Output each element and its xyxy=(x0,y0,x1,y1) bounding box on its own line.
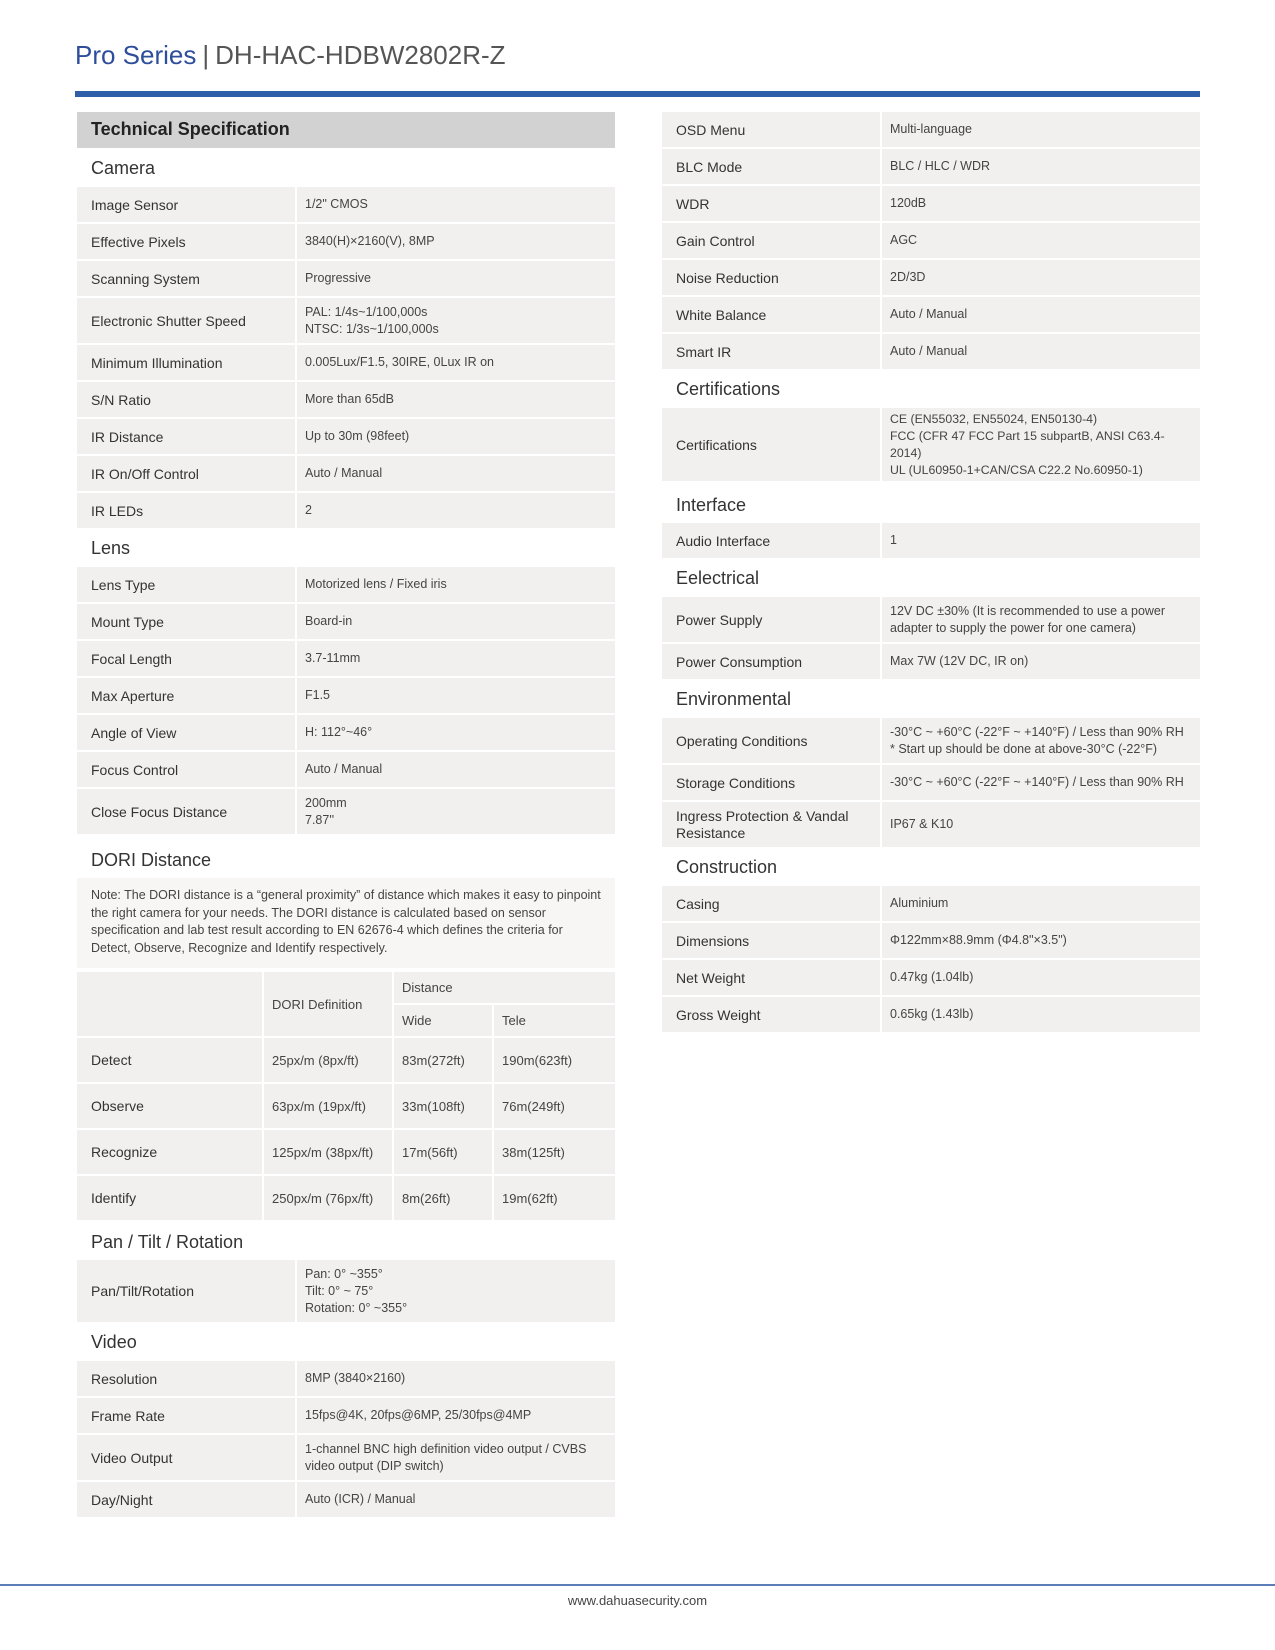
spec-key: Electronic Shutter Speed xyxy=(77,298,295,343)
spec-value xyxy=(297,187,615,222)
spec-key: Power Supply xyxy=(662,597,880,642)
spec-value-line: 120dB xyxy=(890,196,927,210)
spec-row xyxy=(77,345,615,380)
spec-value-line: UL (UL60950-1+CAN/CSA C22.2 No.60950-1) xyxy=(890,462,1143,477)
dori-row-tele: 38m(125ft) xyxy=(494,1130,615,1174)
spec-value-line: 0.47kg (1.04lb) xyxy=(890,970,974,984)
spec-key: Max Aperture xyxy=(77,678,295,713)
spec-value xyxy=(882,960,1200,995)
spec-key: Operating Conditions xyxy=(662,718,880,763)
spec-key: Gain Control xyxy=(662,223,880,258)
spec-row xyxy=(662,408,1200,481)
spec-key: Storage Conditions xyxy=(662,765,880,800)
section-title-interface: Interface xyxy=(676,495,747,515)
spec-row xyxy=(662,597,1200,642)
spec-row xyxy=(662,112,1200,147)
spec-title: Technical Specification xyxy=(77,112,615,148)
spec-row xyxy=(77,1361,615,1396)
spec-row xyxy=(77,493,615,528)
spec-value-line: F1.5 xyxy=(305,688,331,702)
spec-row xyxy=(77,567,615,602)
dori-row-wide: 8m(26ft) xyxy=(394,1176,492,1220)
spec-value xyxy=(882,149,1200,184)
spec-key: Image Sensor xyxy=(77,187,295,222)
dori-row-name: Observe xyxy=(77,1084,262,1128)
spec-key: Scanning System xyxy=(77,261,295,296)
spec-value-line: 1-channel BNC high definition video output / CVBS xyxy=(305,1441,587,1456)
spec-value xyxy=(882,923,1200,958)
spec-row xyxy=(662,334,1200,369)
spec-value-line: More than 65dB xyxy=(305,392,394,406)
spec-row xyxy=(77,1435,615,1480)
spec-key: Resolution xyxy=(77,1361,295,1396)
dori-row xyxy=(77,1176,615,1220)
spec-row xyxy=(77,187,615,222)
footer-rule xyxy=(0,1584,1275,1586)
dori-note: Note: The DORI distance is a “general proximity” of distance which makes it easy to pinpoint the right camera for your needs. The DORI distance is calculated based on sensor specification and lab test result according to EN 62676-4 which defines the criteria for Detect, Observe, Recognize and Identify respectively. xyxy=(77,878,615,968)
spec-key: Day/Night xyxy=(77,1482,295,1517)
spec-row xyxy=(77,224,615,259)
section-title-certifications: Certifications xyxy=(676,379,781,399)
pantilt-table xyxy=(77,1260,615,1322)
spec-value-line: Auto / Manual xyxy=(890,307,968,321)
spec-value-line: 200mm xyxy=(305,795,347,810)
dori-definition-header: DORI Definition xyxy=(264,972,392,1036)
spec-value xyxy=(297,789,615,834)
dori-tele-header: Tele xyxy=(494,1005,615,1036)
spec-key: Focus Control xyxy=(77,752,295,787)
spec-value xyxy=(297,298,615,343)
dori-row-wide: 33m(108ft) xyxy=(394,1084,492,1128)
spec-value-line: 3.7-11mm xyxy=(305,651,361,665)
electrical-table xyxy=(662,597,1200,679)
spec-value-line: NTSC: 1/3s~1/100,000s xyxy=(305,321,439,336)
environmental-table xyxy=(662,718,1200,847)
spec-row xyxy=(662,997,1200,1032)
spec-value-line: H: 112°~46° xyxy=(305,725,373,739)
dori-header-row xyxy=(77,972,615,1003)
spec-value-line: IP67 & K10 xyxy=(890,817,954,831)
spec-value-line: Auto / Manual xyxy=(890,344,968,358)
spec-key: IR On/Off Control xyxy=(77,456,295,491)
spec-value xyxy=(882,260,1200,295)
spec-value-line: 12V DC ±30% (It is recommended to use a power xyxy=(890,603,1166,618)
dori-row-tele: 19m(62ft) xyxy=(494,1176,615,1220)
video-table xyxy=(77,1361,615,1517)
spec-key: Net Weight xyxy=(662,960,880,995)
spec-key: OSD Menu xyxy=(662,112,880,147)
spec-value-line: 15fps@4K, 20fps@6MP, 25/30fps@4MP xyxy=(305,1408,532,1422)
spec-value xyxy=(297,641,615,676)
spec-row xyxy=(77,641,615,676)
spec-value xyxy=(297,345,615,380)
spec-value-line: Progressive xyxy=(305,271,371,285)
spec-value-line: 0.65kg (1.43lb) xyxy=(890,1007,974,1021)
dori-table xyxy=(75,970,617,1222)
spec-value xyxy=(297,715,615,750)
spec-value-line: 8MP (3840×2160) xyxy=(305,1371,406,1385)
spec-value xyxy=(882,223,1200,258)
spec-key: WDR xyxy=(662,186,880,221)
spec-value-line: PAL: 1/4s~1/100,000s xyxy=(305,304,428,319)
spec-value xyxy=(882,112,1200,147)
spec-value xyxy=(882,765,1200,800)
spec-row xyxy=(662,923,1200,958)
spec-value xyxy=(882,186,1200,221)
footer-url[interactable]: www.dahuasecurity.com xyxy=(567,1593,708,1608)
section-title-construction: Construction xyxy=(676,857,778,877)
spec-row xyxy=(77,789,615,834)
spec-key: Close Focus Distance xyxy=(77,789,295,834)
spec-value-line: * Start up should be done at above-30°C (-22°F) xyxy=(890,741,1158,756)
spec-key: S/N Ratio xyxy=(77,382,295,417)
header-rule xyxy=(75,91,1200,97)
spec-row xyxy=(662,886,1200,921)
video-continued-table xyxy=(662,112,1200,369)
lens-table xyxy=(77,567,615,834)
spec-value-line: 0.005Lux/F1.5, 30IRE, 0Lux IR on xyxy=(305,355,495,369)
spec-key: Audio Interface xyxy=(662,523,880,558)
spec-row xyxy=(662,297,1200,332)
dori-row-def: 250px/m (76px/ft) xyxy=(264,1176,392,1220)
spec-value xyxy=(297,678,615,713)
dori-wide-header: Wide xyxy=(394,1005,492,1036)
spec-row xyxy=(662,523,1200,558)
spec-value xyxy=(882,997,1200,1032)
spec-value xyxy=(882,597,1200,642)
spec-value xyxy=(882,802,1200,847)
spec-row xyxy=(77,419,615,454)
dori-row-def: 25px/m (8px/ft) xyxy=(264,1038,392,1082)
spec-value-line: CE (EN55032, EN55024, EN50130-4) xyxy=(890,411,1098,426)
page-header xyxy=(75,40,506,76)
spec-value-line: adapter to supply the power for one camera) xyxy=(890,620,1136,635)
spec-row xyxy=(77,261,615,296)
spec-value-line: Auto / Manual xyxy=(305,762,383,776)
spec-key: Gross Weight xyxy=(662,997,880,1032)
spec-value-line: 1/2" CMOS xyxy=(305,197,368,211)
dori-row-name: Identify xyxy=(77,1176,262,1220)
spec-value xyxy=(882,718,1200,763)
spec-value-line: 2D/3D xyxy=(890,270,926,284)
spec-key: Casing xyxy=(662,886,880,921)
spec-row xyxy=(662,186,1200,221)
spec-key: BLC Mode xyxy=(662,149,880,184)
spec-value xyxy=(882,886,1200,921)
section-title-environmental: Environmental xyxy=(676,689,792,709)
spec-key: White Balance xyxy=(662,297,880,332)
spec-key: Smart IR xyxy=(662,334,880,369)
dori-empty-cell xyxy=(77,972,262,1036)
spec-value-line: FCC (CFR 47 FCC Part 15 subpartB, ANSI C63.4-2014) xyxy=(890,428,1165,460)
section-title-pantilt: Pan / Tilt / Rotation xyxy=(91,1232,244,1252)
spec-value-line: 7.87'' xyxy=(305,812,335,827)
section-title-dori: DORI Distance xyxy=(91,850,212,870)
spec-row xyxy=(662,718,1200,763)
spec-row xyxy=(77,1482,615,1517)
spec-row xyxy=(662,960,1200,995)
spec-value xyxy=(297,1398,615,1433)
dori-row-tele: 190m(623ft) xyxy=(494,1038,615,1082)
spec-key: Noise Reduction xyxy=(662,260,880,295)
model-number: DH-HAC-HDBW2802R-Z xyxy=(215,40,506,70)
spec-row xyxy=(662,223,1200,258)
spec-value xyxy=(297,1482,615,1517)
dori-row xyxy=(77,1130,615,1174)
spec-key: Frame Rate xyxy=(77,1398,295,1433)
dori-distance-header: Distance xyxy=(394,972,615,1003)
spec-row xyxy=(77,1260,615,1322)
construction-table xyxy=(662,886,1200,1032)
spec-value-line: Up to 30m (98feet) xyxy=(305,429,410,443)
spec-row xyxy=(77,1398,615,1433)
spec-value-line: Auto / Manual xyxy=(305,466,383,480)
spec-value-line: Pan: 0° ~355° xyxy=(305,1266,383,1281)
spec-value-line: Tilt: 0° ~ 75° xyxy=(305,1283,374,1298)
spec-row xyxy=(77,752,615,787)
spec-value-line: video output (DIP switch) xyxy=(305,1458,444,1473)
spec-row xyxy=(662,260,1200,295)
spec-value xyxy=(297,752,615,787)
dori-row-def: 63px/m (19px/ft) xyxy=(264,1084,392,1128)
spec-key: Mount Type xyxy=(77,604,295,639)
spec-value xyxy=(297,261,615,296)
spec-key: Lens Type xyxy=(77,567,295,602)
spec-value-line: -30°C ~ +60°C (-22°F ~ +140°F) / Less than 90% RH xyxy=(890,775,1184,789)
spec-value-line: Motorized lens / Fixed iris xyxy=(305,577,447,591)
spec-row xyxy=(77,715,615,750)
spec-key: IR LEDs xyxy=(77,493,295,528)
spec-value xyxy=(297,382,615,417)
spec-value-line: Max 7W (12V DC, IR on) xyxy=(890,654,1029,668)
spec-value xyxy=(297,1260,615,1322)
spec-value xyxy=(297,224,615,259)
spec-key: Power Consumption xyxy=(662,644,880,679)
spec-value-line: 1 xyxy=(890,533,897,547)
spec-value xyxy=(882,523,1200,558)
spec-key: Focal Length xyxy=(77,641,295,676)
spec-value xyxy=(297,493,615,528)
spec-key: Video Output xyxy=(77,1435,295,1480)
spec-value xyxy=(297,1361,615,1396)
spec-value-line: Auto (ICR) / Manual xyxy=(305,1492,416,1506)
dori-row-tele: 76m(249ft) xyxy=(494,1084,615,1128)
spec-value xyxy=(297,456,615,491)
certifications-table xyxy=(662,408,1200,481)
spec-value xyxy=(297,567,615,602)
spec-value xyxy=(297,604,615,639)
right-column xyxy=(662,112,1200,1034)
spec-key: Ingress Protection & Vandal Resistance xyxy=(662,802,880,847)
spec-value-line: BLC / HLC / WDR xyxy=(890,159,991,173)
spec-row xyxy=(77,456,615,491)
camera-table xyxy=(77,187,615,528)
left-column xyxy=(77,112,615,1519)
interface-table xyxy=(662,523,1200,558)
spec-value-line: Aluminium xyxy=(890,896,949,910)
dori-row xyxy=(77,1084,615,1128)
spec-row xyxy=(662,802,1200,847)
spec-value xyxy=(882,297,1200,332)
spec-key: Minimum Illumination xyxy=(77,345,295,380)
spec-row xyxy=(77,298,615,343)
spec-value-line: Φ122mm×88.9mm (Φ4.8"×3.5") xyxy=(890,933,1067,947)
spec-row xyxy=(77,382,615,417)
spec-value xyxy=(297,419,615,454)
dori-row-name: Recognize xyxy=(77,1130,262,1174)
dori-row-wide: 83m(272ft) xyxy=(394,1038,492,1082)
spec-row xyxy=(77,604,615,639)
spec-value-line: -30°C ~ +60°C (-22°F ~ +140°F) / Less than 90% RH xyxy=(890,724,1184,739)
section-title-lens: Lens xyxy=(91,538,131,558)
section-title-camera: Camera xyxy=(91,158,156,178)
series-title: Pro Series xyxy=(75,40,197,70)
spec-value-line: 2 xyxy=(305,503,312,517)
spec-value xyxy=(297,1435,615,1480)
title-separator: | xyxy=(202,40,210,70)
spec-value-line: Rotation: 0° ~355° xyxy=(305,1300,408,1315)
spec-key: Effective Pixels xyxy=(77,224,295,259)
spec-key: Certifications xyxy=(662,408,880,481)
spec-value xyxy=(882,644,1200,679)
dori-row xyxy=(77,1038,615,1082)
spec-value-line: Board-in xyxy=(305,614,353,628)
spec-row xyxy=(662,644,1200,679)
spec-key: Dimensions xyxy=(662,923,880,958)
spec-key: IR Distance xyxy=(77,419,295,454)
section-title-electrical: Eelectrical xyxy=(676,568,760,588)
spec-row xyxy=(662,765,1200,800)
spec-value-line: Multi-language xyxy=(890,122,972,136)
spec-row xyxy=(77,678,615,713)
spec-value xyxy=(882,334,1200,369)
dori-row-def: 125px/m (38px/ft) xyxy=(264,1130,392,1174)
dori-row-wide: 17m(56ft) xyxy=(394,1130,492,1174)
dori-row-name: Detect xyxy=(77,1038,262,1082)
spec-value-line: AGC xyxy=(890,233,918,247)
spec-key: Angle of View xyxy=(77,715,295,750)
section-title-video: Video xyxy=(91,1332,137,1352)
spec-row xyxy=(662,149,1200,184)
spec-value xyxy=(882,408,1200,481)
spec-key: Pan/Tilt/Rotation xyxy=(77,1260,295,1322)
spec-value-line: 3840(H)×2160(V), 8MP xyxy=(305,234,435,248)
